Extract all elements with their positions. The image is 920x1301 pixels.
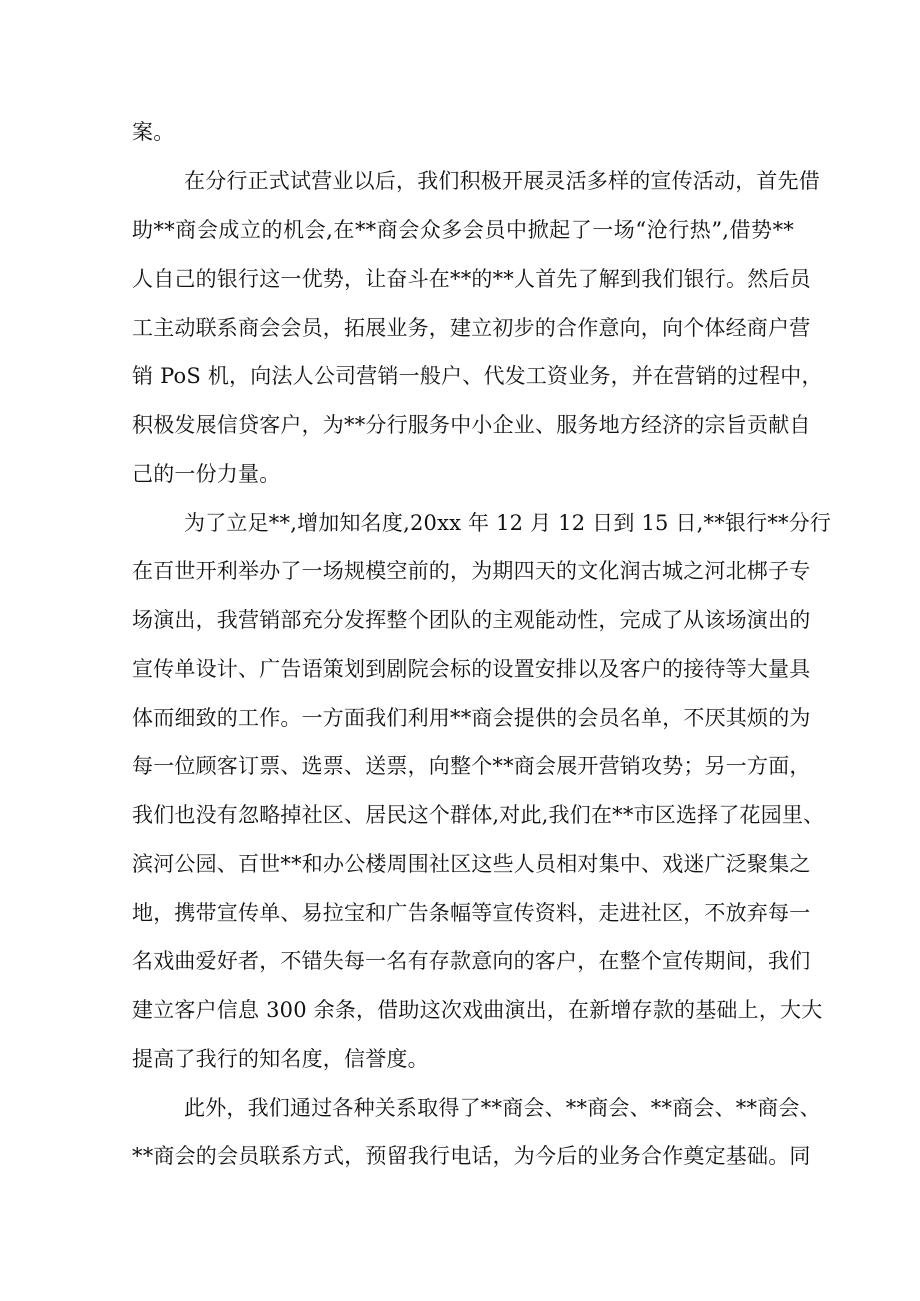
paragraph-2-line-7: 我们也没有忽略掉社区、居民这个群体,对此,我们在**市区选择了花园里、 <box>132 803 825 827</box>
paragraph-1-line-3: 人自己的银行这一优势，让奋斗在**的**人首先了解到我们银行。然后员 <box>132 267 811 291</box>
paragraph-1-line-5: 销 PoS 机，向法人公司营销一般户、代发工资业务，并在营销的过程中， <box>132 364 823 388</box>
paragraph-2-line-3: 场演出，我营销部充分发挥整个团队的主观能动性，完成了从该场演出的 <box>132 608 811 632</box>
paragraph-continuation-line: 案。 <box>132 120 175 144</box>
paragraph-1-line-1: 在分行正式试营业以后，我们积极开展灵活多样的宣传活动，首先借 <box>184 169 820 193</box>
paragraph-2-line-11: 建立客户信息 300 余条，借助这次戏曲演出，在新增存款的基础上，大大 <box>132 998 823 1022</box>
paragraph-3-line-1: 此外，我们通过各种关系取得了**商会、**商会、**商会、**商会、 <box>184 1096 821 1120</box>
paragraph-2-line-9: 地，携带宣传单、易拉宝和广告条幅等宣传资料，走进社区，不放弃每一 <box>132 901 811 925</box>
paragraph-3-line-2: **商会的会员联系方式，预留我行电话，为今后的业务合作奠定基础。同 <box>132 1144 811 1168</box>
paragraph-1-line-2: 助**商会成立的机会,在**商会众多会员中掀起了一场“沧行热”,借势** <box>132 218 794 242</box>
paragraph-2-line-12: 提高了我行的知名度，信誉度。 <box>132 1047 429 1071</box>
paragraph-1-line-4: 工主动联系商会会员，拓展业务，建立初步的合作意向，向个体经商户营 <box>132 316 811 340</box>
paragraph-2-line-1: 为了立足**,增加知名度,20xx 年 12 月 12 日到 15 日,**银行**分行 <box>184 511 832 535</box>
paragraph-2-line-5: 体而细致的工作。一方面我们利用**商会提供的会员名单，不厌其烦的为 <box>132 706 811 730</box>
paragraph-1-line-6: 积极发展信贷客户，为**分行服务中小企业、服务地方经济的宗旨贡献自 <box>132 413 811 437</box>
paragraph-1-line-7: 己的一份力量。 <box>132 462 281 486</box>
paragraph-2-line-10: 名戏曲爱好者，不错失每一名有存款意向的客户，在整个宣传期间，我们 <box>132 949 811 973</box>
paragraph-2-line-2: 在百世开利举办了一场规模空前的，为期四天的文化润古城之河北梆子专 <box>132 559 811 583</box>
paragraph-2-line-6: 每一位顾客订票、选票、送票，向整个**商会展开营销攻势；另一方面， <box>132 754 811 778</box>
paragraph-2-line-4: 宣传单设计、广告语策划到剧院会标的设置安排以及客户的接待等大量具 <box>132 657 811 681</box>
paragraph-2-line-8: 滨河公园、百世**和办公楼周围社区这些人员相对集中、戏迷广泛聚集之 <box>132 852 811 876</box>
